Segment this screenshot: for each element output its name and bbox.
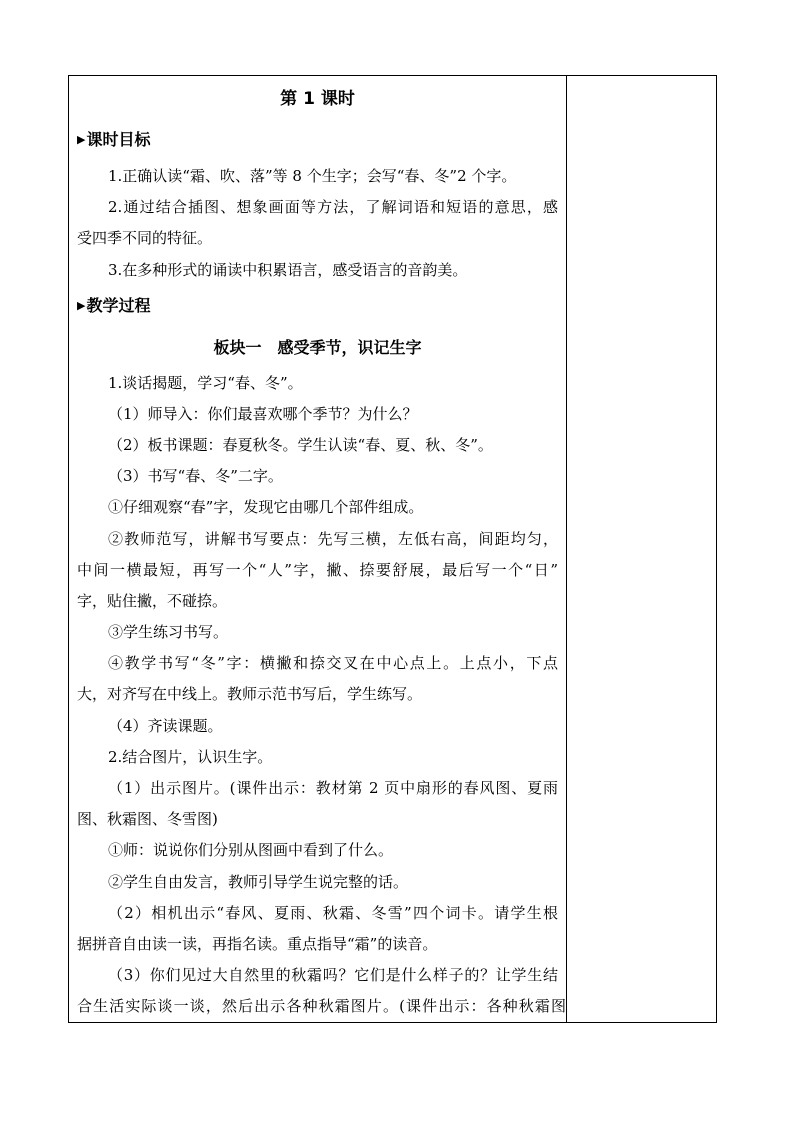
lesson-title: 第 1 课时 [280,89,355,109]
body-line: ①师：说说你们分别从图画中看到了什么。 [108,841,394,859]
body-line: ③学生练习书写。 [108,623,229,641]
body-line: 中间一横最短，再写一个“人”字，撇、捺要舒展，最后写一个“日” [77,561,558,579]
body-line: （2）相机出示“春风、夏雨、秋霜、冬雪”四个词卡。请学生根 [108,904,558,922]
triangle-bullet-icon: ▶ [77,133,86,146]
section-title: 板块一 感受季节，识记生字 [213,338,422,357]
objectives-heading [77,130,150,150]
body-line: ①仔细观察“春”字，发现它由哪几个部件组成。 [108,498,424,516]
lesson-content-cell [69,76,566,1022]
triangle-bullet-icon: ▶ [77,299,86,312]
process-heading-text: 教学过程 [86,296,151,315]
objective-3: 3.在多种形式的诵读中积累语言，感受语言的音韵美。 [108,261,468,279]
body-line: ②学生自由发言，教师引导学生说完整的话。 [108,873,409,891]
objective-1: 1.正确认读“霜、吹、落”等 8 个生字；会写“春、冬”2 个字。 [108,167,517,185]
objectives-heading-text: 课时目标 [86,130,151,149]
body-line: 2.结合图片，认识生字。 [108,748,273,766]
body-line: 1.谈话揭题，学习“春、冬”。 [108,374,303,392]
body-line: （3）书写“春、冬”二字。 [108,467,283,485]
body-line: 据拼音自由读一读，再指名读。重点指导“霜”的读音。 [77,935,438,953]
body-line: ②教师范写，讲解书写要点：先写三横，左低右高，间距均匀， [108,530,558,548]
body-line: 合生活实际谈一谈，然后出示各种秋霜图片。(课件出示：各种秋霜图 [77,997,566,1015]
body-line: （1）师导入：你们最喜欢哪个季节？为什么？ [108,405,418,423]
body-line: 大，对齐写在中线上。教师示范书写后，学生练写。 [77,685,423,703]
objective-2: 2.通过结合插图、想象画面等方法，了解词语和短语的意思，感 [108,198,558,216]
objective-2-continued: 受四季不同的特征。 [77,229,213,247]
body-line: （4）齐读课题。 [108,717,223,735]
body-line: （1）出示图片。(课件出示：教材第 2 页中扇形的春风图、夏雨 [108,779,558,797]
body-line: ④教学书写“冬”字：横撇和捺交叉在中心点上。上点小，下点 [108,654,558,672]
body-line: 图、秋霜图、冬雪图) [77,810,218,828]
body-line: （3）你们见过大自然里的秋霜吗？它们是什么样子的？让学生结 [108,966,558,984]
body-line: （2）板书课题：春夏秋冬。学生认读“春、夏、秋、冬”。 [108,436,493,454]
body-line: 字，贴住撇，不碰捺。 [77,592,228,610]
process-heading [77,296,150,316]
notes-cell [567,76,716,1022]
